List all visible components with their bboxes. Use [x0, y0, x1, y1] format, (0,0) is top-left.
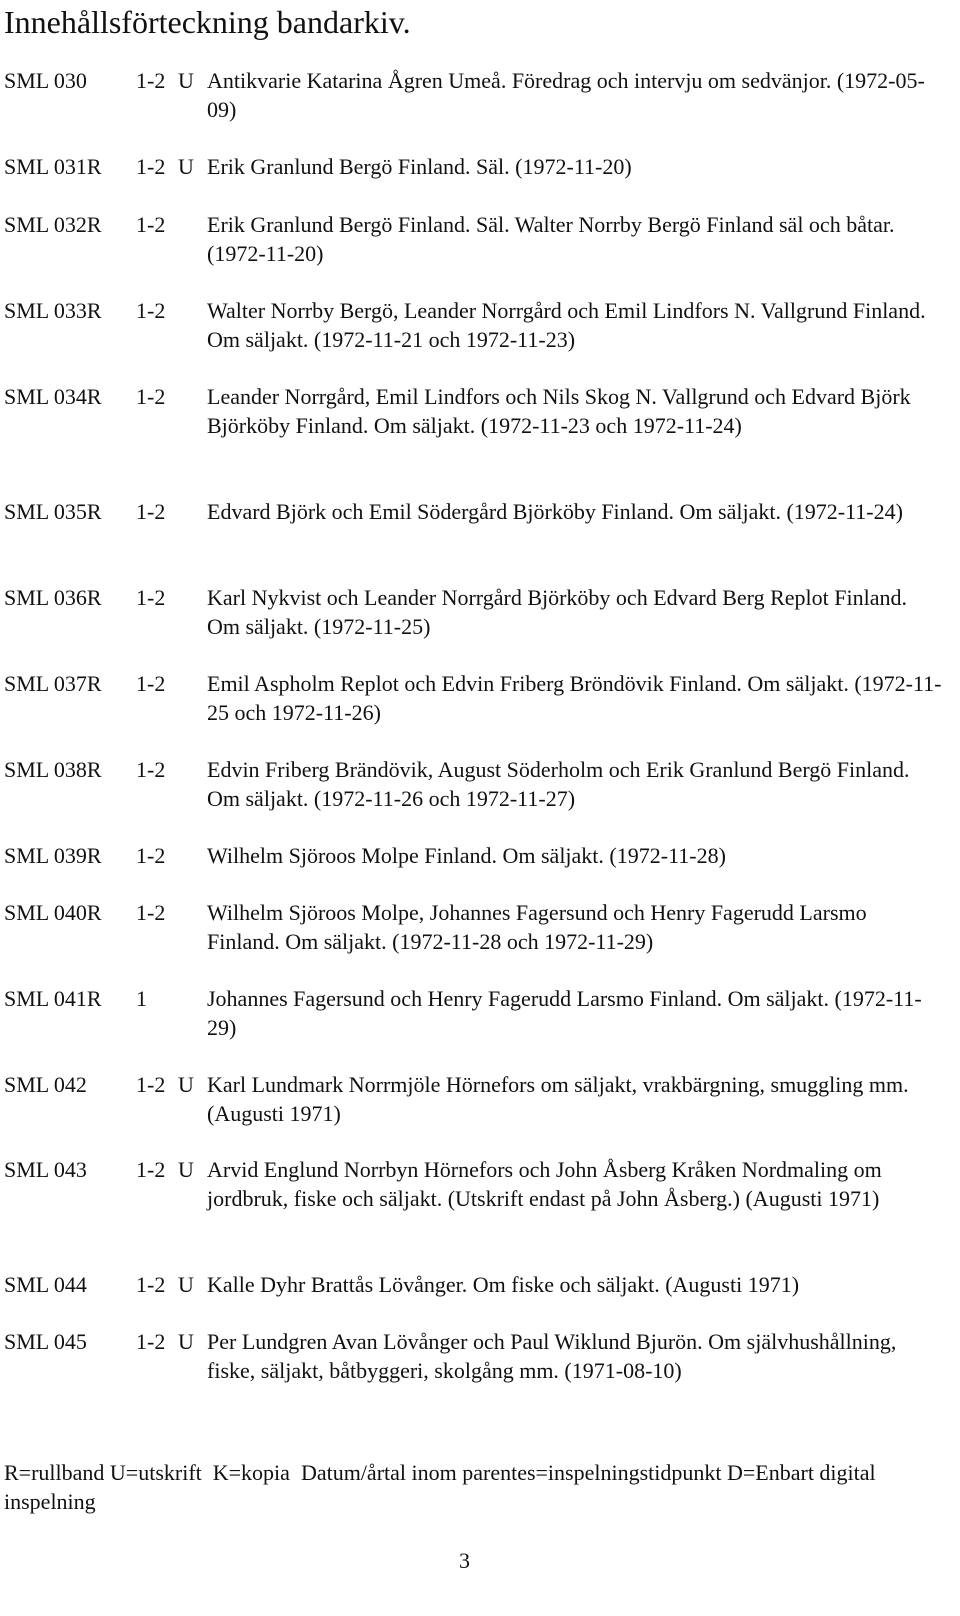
entry-description: Edvard Björk och Emil Södergård Björköby Finland. Om säljakt. (1972-11-24)	[207, 499, 903, 524]
entry-kind: U	[178, 1157, 194, 1182]
legend-rullband: R=rullband	[4, 1460, 105, 1485]
entry-code: SML 034R	[4, 384, 102, 409]
entry-description: Erik Granlund Bergö Finland. Säl. Walter Norrby Bergö Finland säl och båtar. (1972-11-20)	[207, 212, 895, 266]
entry-description: Walter Norrby Bergö, Leander Norrgård och Emil Lindfors N. Vallgrund Finland. Om säljakt. (1972-11-21 och 1972-11-23)	[207, 298, 926, 352]
entry-code: SML 033R	[4, 298, 102, 323]
entry-code: SML 043	[4, 1157, 87, 1182]
legend-kopia: K=kopia	[212, 1460, 290, 1485]
entry-sides: 1-2	[136, 298, 166, 323]
document-title: Innehållsförteckning bandarkiv.	[4, 4, 411, 40]
legend-utskrift: U=utskrift	[109, 1460, 202, 1485]
entry-description: Wilhelm Sjöroos Molpe Finland. Om säljakt. (1972-11-28)	[207, 843, 726, 868]
entry-description: Arvid Englund Norrbyn Hörnefors och John Åsberg Kråken Nordmaling om jordbruk, fiske och säljakt. (Utskrift endast på John Åsberg.) (Augusti 1971)	[207, 1157, 882, 1211]
entry-description: Karl Nykvist och Leander Norrgård Björköby och Edvard Berg Replot Finland. Om säljakt. (1972-11-25)	[207, 585, 907, 639]
entry-code: SML 045	[4, 1329, 87, 1354]
entry-code: SML 039R	[4, 843, 102, 868]
entry-kind: U	[178, 1272, 194, 1297]
entry-code: SML 037R	[4, 671, 102, 696]
entry-description: Edvin Friberg Brändövik, August Söderholm och Erik Granlund Bergö Finland. Om säljakt. (1972-11-26 och 1972-11-27)	[207, 757, 910, 811]
entry-description: Per Lundgren Avan Lövånger och Paul Wiklund Bjurön. Om självhushållning, fiske, säljakt, båtbyggeri, skolgång mm. (1971-08-10)	[207, 1329, 897, 1383]
entry-sides: 1-2	[136, 212, 166, 237]
entry-kind: U	[178, 1072, 194, 1097]
legend-datum: Datum/årtal inom parentes=inspelningstidpunkt	[300, 1460, 722, 1485]
entry-sides: 1-2	[136, 585, 166, 610]
entry-sides: 1-2	[136, 843, 166, 868]
entry-sides: 1-2	[136, 757, 166, 782]
entry-sides: 1-2	[136, 68, 166, 93]
entry-code: SML 030	[4, 68, 87, 93]
entry-sides: 1-2	[136, 1157, 166, 1182]
entry-sides: 1-2	[136, 671, 166, 696]
entry-description: Erik Granlund Bergö Finland. Säl. (1972-11-20)	[207, 154, 632, 179]
entry-description: Antikvarie Katarina Ågren Umeå. Föredrag och intervju om sedvänjor. (1972-05-09)	[207, 68, 925, 122]
legend-digital: D=Enbart digital inspelning	[4, 1460, 876, 1514]
entry-code: SML 040R	[4, 900, 102, 925]
entry-kind: U	[178, 154, 194, 179]
entry-sides: 1-2	[136, 1072, 166, 1097]
entry-code: SML 031R	[4, 154, 102, 179]
entry-sides: 1-2	[136, 384, 166, 409]
entry-kind: U	[178, 68, 194, 93]
entry-description: Wilhelm Sjöroos Molpe, Johannes Fagersund och Henry Fagerudd Larsmo Finland. Om säljakt. (1972-11-28 och 1972-11-29)	[207, 900, 867, 954]
entry-code: SML 041R	[4, 986, 102, 1011]
entry-description: Emil Aspholm Replot och Edvin Friberg Bröndövik Finland. Om säljakt. (1972-11-25 och 1972-11-26)	[207, 671, 942, 725]
entry-code: SML 035R	[4, 499, 102, 524]
entry-code: SML 036R	[4, 585, 102, 610]
entry-description: Kalle Dyhr Brattås Lövånger. Om fiske och säljakt. (Augusti 1971)	[207, 1272, 800, 1297]
entry-description: Leander Norrgård, Emil Lindfors och Nils Skog N. Vallgrund och Edvard Björk Björköby Finland. Om säljakt. (1972-11-23 och 1972-11-24)	[207, 384, 911, 438]
entry-sides: 1-2	[136, 900, 166, 925]
page-number: 3	[459, 1548, 470, 1573]
entry-sides: 1-2	[136, 1272, 166, 1297]
entry-kind: U	[178, 1329, 194, 1354]
entry-code: SML 032R	[4, 212, 102, 237]
entry-sides: 1	[136, 986, 147, 1011]
legend	[4, 1458, 934, 1516]
entry-sides: 1-2	[136, 154, 166, 179]
entry-description: Karl Lundmark Norrmjöle Hörnefors om säljakt, vrakbärgning, smuggling mm. (Augusti 1971)	[207, 1072, 909, 1126]
entry-code: SML 038R	[4, 757, 102, 782]
entry-description: Johannes Fagersund och Henry Fagerudd Larsmo Finland. Om säljakt. (1972-11-29)	[207, 986, 922, 1040]
entry-sides: 1-2	[136, 499, 166, 524]
entry-code: SML 044	[4, 1272, 87, 1297]
entry-sides: 1-2	[136, 1329, 166, 1354]
entry-code: SML 042	[4, 1072, 87, 1097]
